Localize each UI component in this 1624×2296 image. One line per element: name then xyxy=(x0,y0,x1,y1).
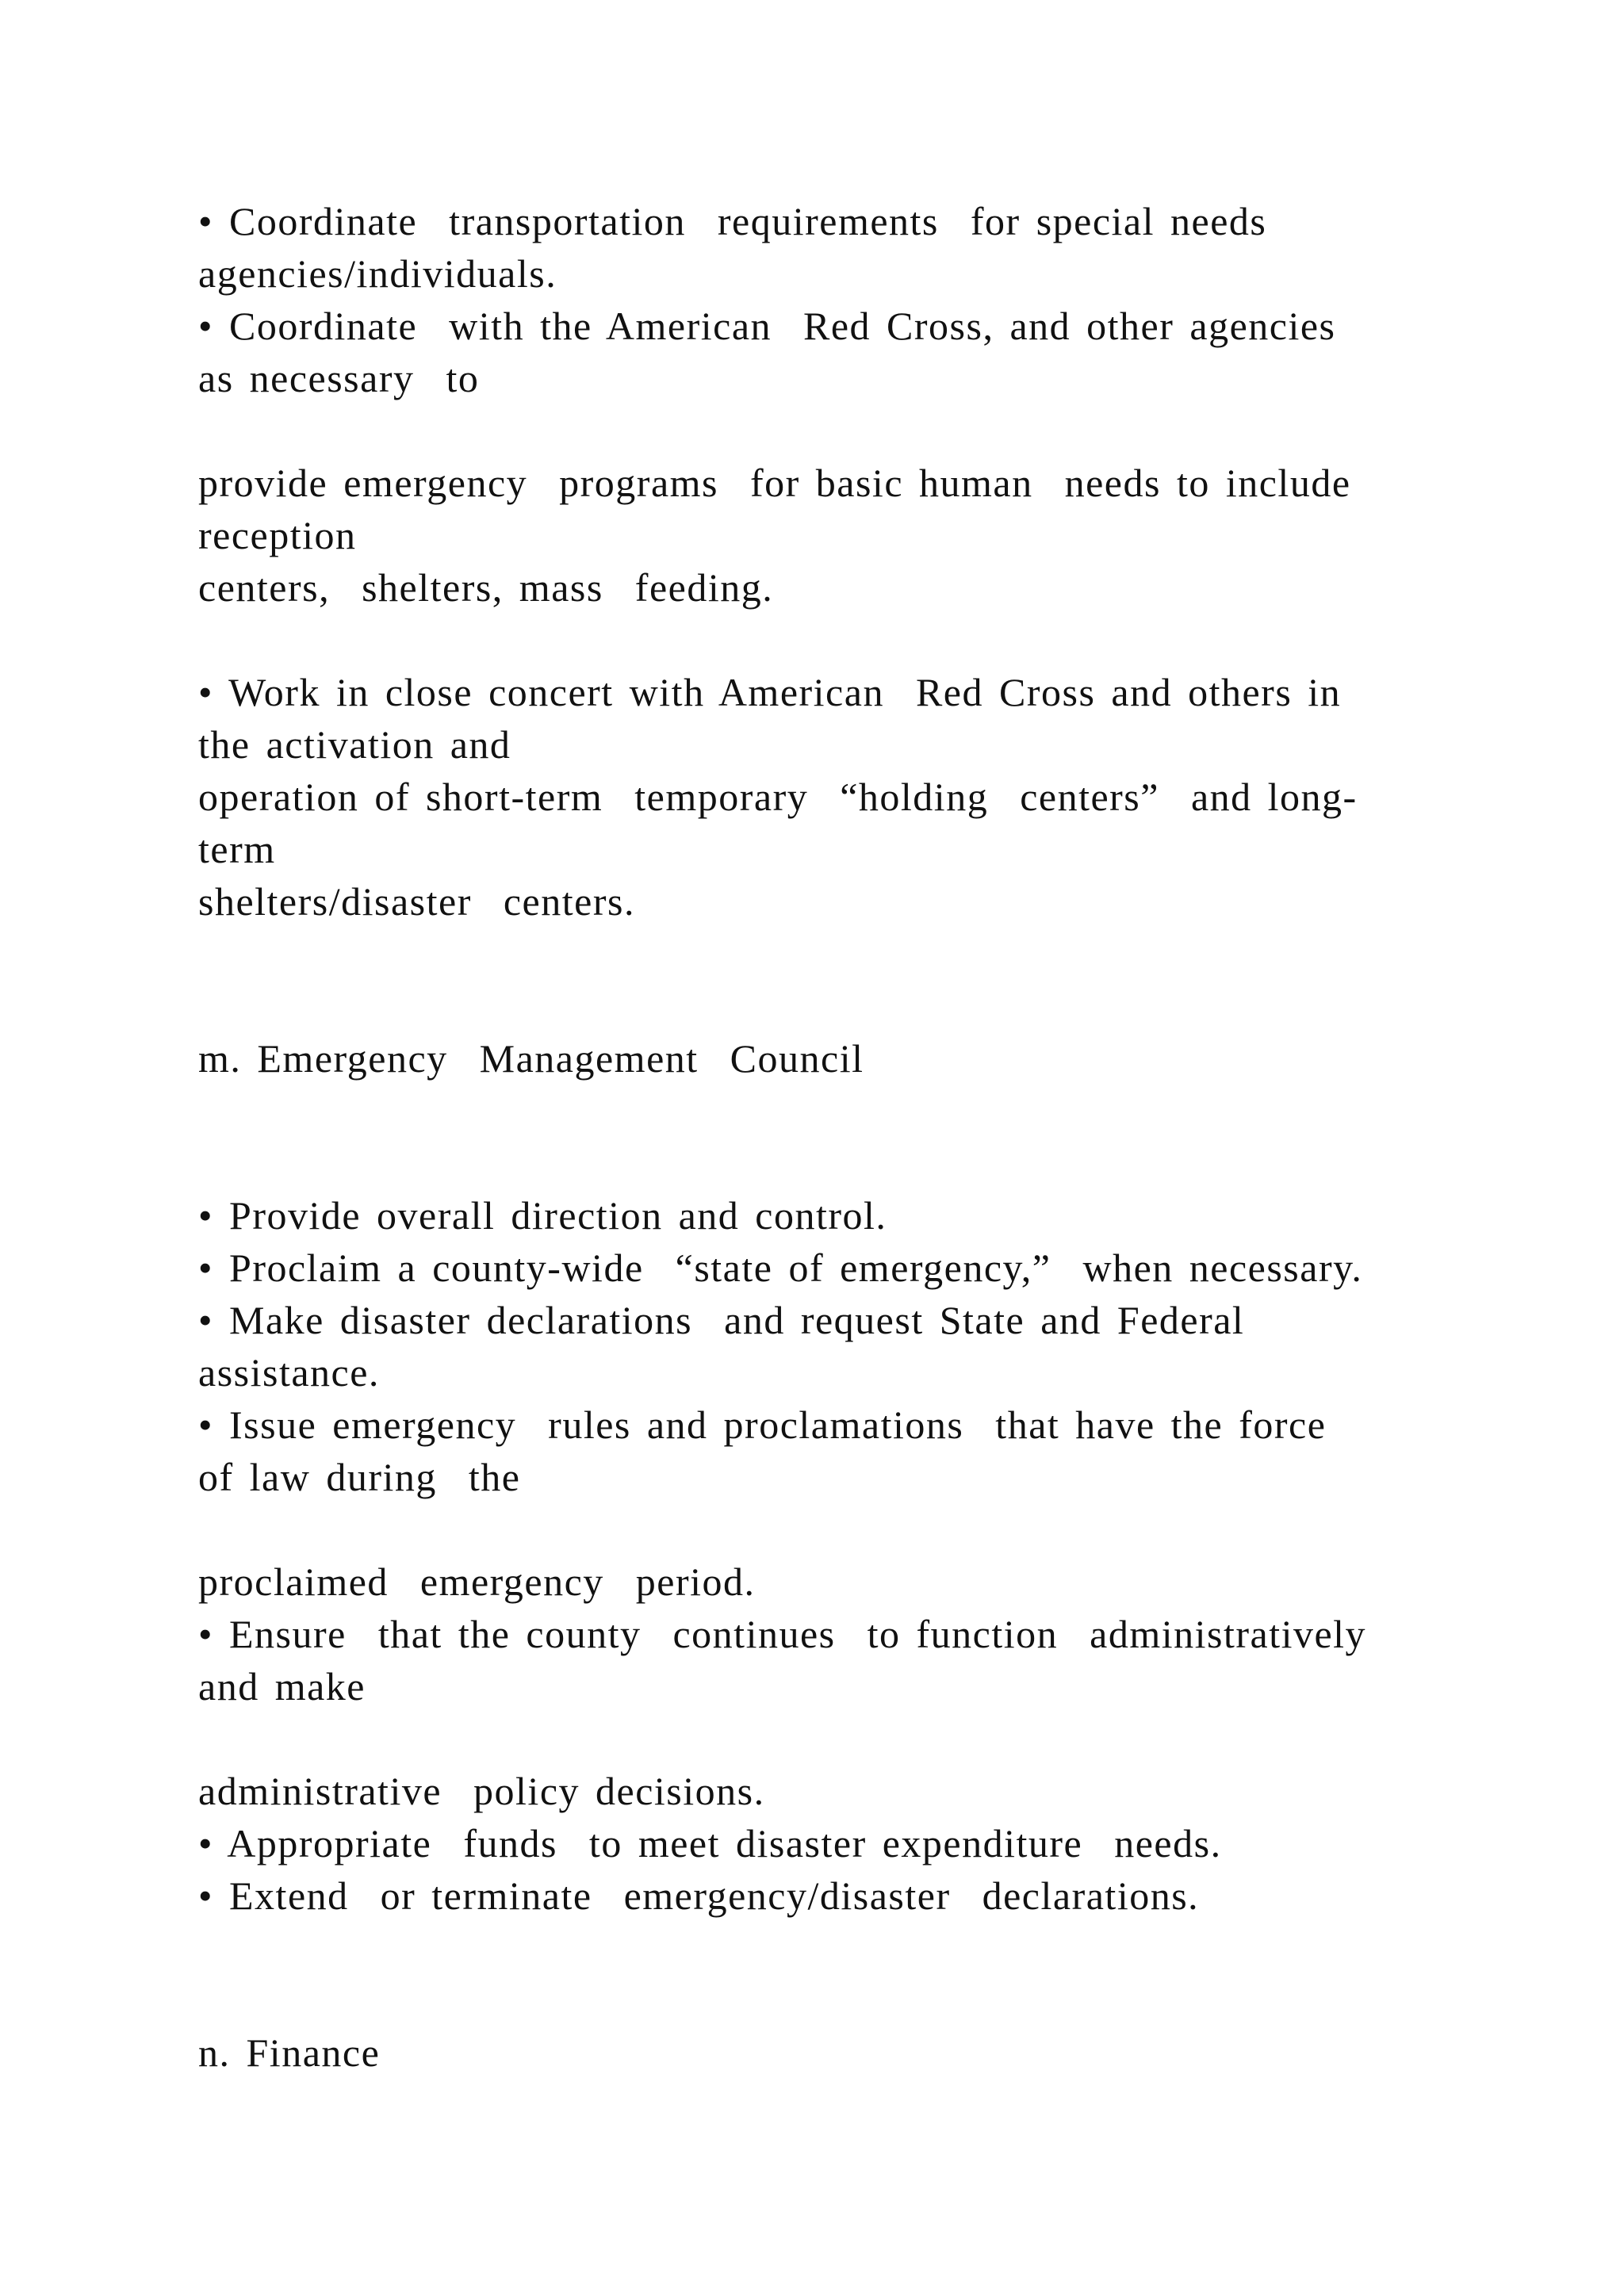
text-line: • Appropriate funds to meet disaster expenditure needs. xyxy=(198,1821,1222,1866)
text-line: term xyxy=(198,827,276,871)
section-heading: n. Finance xyxy=(198,2030,381,2075)
text-line: centers, shelters, mass feeding. xyxy=(198,565,774,610)
text-line: • Proclaim a county-wide “state of emergency,” when necessary. xyxy=(198,1246,1363,1290)
text-line: reception xyxy=(198,513,357,557)
text-line: • Coordinate with the American Red Cross, and other agencies xyxy=(198,304,1336,348)
text-line: shelters/disaster centers. xyxy=(198,879,635,924)
text-line: and make xyxy=(198,1664,366,1709)
text-line: of law during the xyxy=(198,1455,521,1499)
section-heading: m. Emergency Management Council xyxy=(198,1036,864,1081)
text-line: operation of short-term temporary “holding centers” and long- xyxy=(198,775,1358,819)
text-line: • Extend or terminate emergency/disaster declarations. xyxy=(198,1873,1200,1918)
text-line: • Provide overall direction and control. xyxy=(198,1193,887,1238)
text-line: • Work in close concert with American Red Cross and others in xyxy=(198,670,1342,714)
text-line: • Make disaster declarations and request State and Federal xyxy=(198,1298,1245,1342)
text-line: proclaimed emergency period. xyxy=(198,1559,756,1604)
text-line: assistance. xyxy=(198,1350,380,1395)
text-line: provide emergency programs for basic human needs to include xyxy=(198,461,1351,505)
text-line: • Ensure that the county continues to function administratively xyxy=(198,1612,1367,1656)
text-line: • Coordinate transportation requirements for special needs xyxy=(198,199,1267,243)
text-line: agencies/individuals. xyxy=(198,251,557,296)
text-line: as necessary to xyxy=(198,356,480,400)
text-line: • Issue emergency rules and proclamations that have the force xyxy=(198,1402,1327,1447)
text-line: the activation and xyxy=(198,722,511,767)
text-line: administrative policy decisions. xyxy=(198,1769,765,1813)
